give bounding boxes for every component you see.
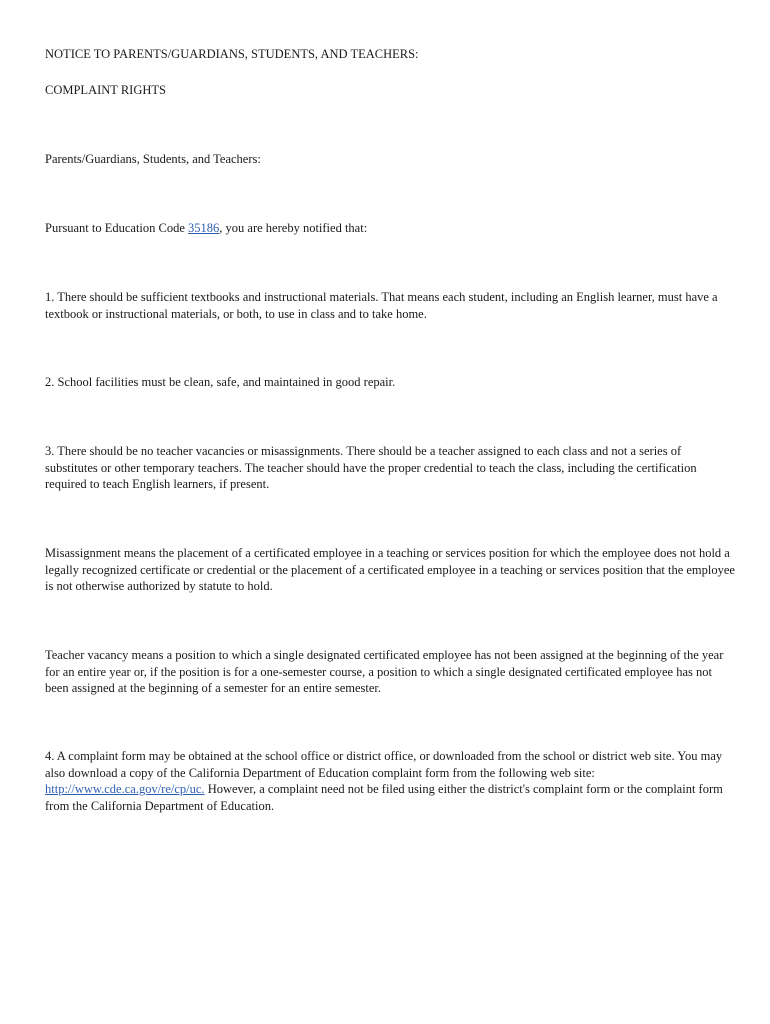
item-4-paragraph <box>45 748 735 814</box>
item-4-text-after: However, a complaint need not be filed using either the district's complaint form or the complaint form from the California Department of Education. <box>45 782 723 813</box>
item-1-paragraph: 1. There should be sufficient textbooks and instructional materials. That means each student, including an English learner, must have a textbook or instructional materials, or both, to use in class and to take home. <box>45 290 718 321</box>
notice-heading: NOTICE TO PARENTS/GUARDIANS, STUDENTS, AND TEACHERS: <box>45 47 419 61</box>
complaint-rights-subheading: COMPLAINT RIGHTS <box>45 83 166 97</box>
intro-paragraph <box>45 220 735 237</box>
misassignment-paragraph: Misassignment means the placement of a certificated employee in a teaching or services position for which the employee does not hold a legally recognized certificate or credential or the placement of a certificated employee in a teaching or services position that the employee is not otherwise authorized by statute to hold. <box>45 546 735 593</box>
teacher-vacancy-paragraph: Teacher vacancy means a position to which a single designated certificated employee has not been assigned at the beginning of the year for an entire year or, if the position is for a one-semester course, a position to which a single designated certificated employee has not been assigned at the beginning of a semester for an entire semester. <box>45 648 724 695</box>
item-4-text-before: 4. A complaint form may be obtained at the school office or district office, or downloaded from the school or district web site. You may also download a copy of the California Department of Education complaint form from the following web site: <box>45 749 723 780</box>
item-2-paragraph: 2. School facilities must be clean, safe, and maintained in good repair. <box>45 375 396 389</box>
intro-text-after: , you are hereby notified that: <box>219 221 368 235</box>
cde-complaint-form-link[interactable]: http://www.cde.ca.gov/re/cp/uc. <box>45 782 205 796</box>
intro-text-before: Pursuant to Education Code <box>45 221 189 235</box>
salutation: Parents/Guardians, Students, and Teachers: <box>45 152 261 166</box>
item-3-paragraph: 3. There should be no teacher vacancies or misassignments. There should be a teacher assigned to each class and not a series of substitutes or other temporary teachers. The teacher should have the proper credential to teach the class, including the certification required to teach English learners, if present. <box>45 444 697 491</box>
education-code-link[interactable]: 35186 <box>188 221 220 235</box>
